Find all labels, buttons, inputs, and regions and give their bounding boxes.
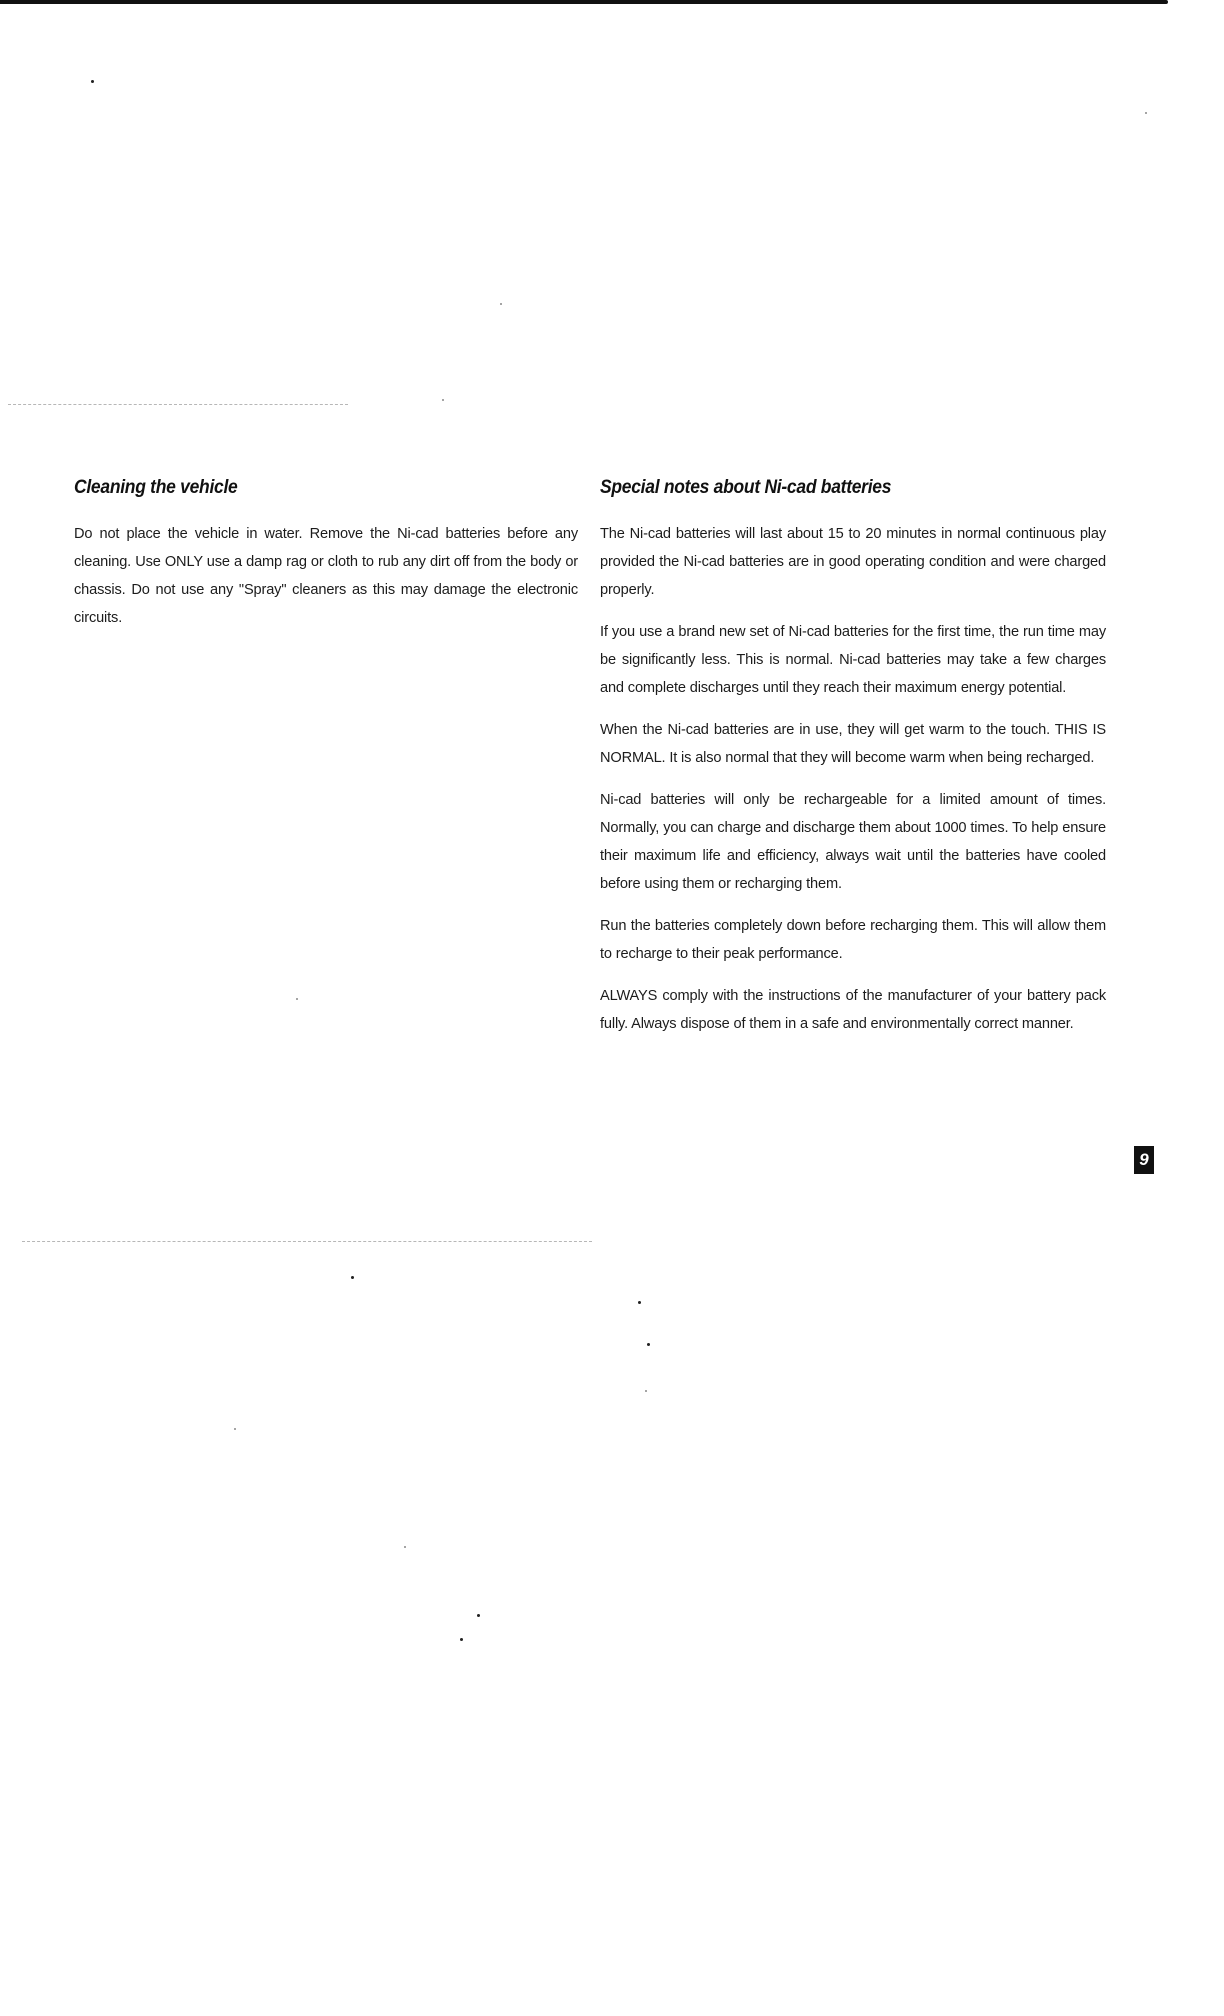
nicad-notes-section	[600, 476, 1106, 1052]
cleaning-heading: Cleaning the vehicle	[74, 477, 238, 498]
scan-artifact-line	[8, 404, 348, 405]
scan-speck	[404, 1546, 406, 1548]
scan-speck	[477, 1614, 480, 1617]
scan-speck	[296, 998, 298, 1000]
nicad-heading: Special notes about Ni-cad batteries	[600, 477, 892, 498]
nicad-paragraph-new-set: If you use a brand new set of Ni-cad batteries for the first time, the run time may be significantly less. This is normal. Ni-cad batteries may take a few charges and complete discharges until they reach their maximum energy potential.	[600, 624, 1106, 696]
scan-speck	[460, 1638, 463, 1641]
top-border-rule	[0, 0, 1168, 4]
scan-speck	[638, 1301, 641, 1304]
scan-speck	[91, 80, 94, 83]
nicad-paragraph-comply: ALWAYS comply with the instructions of the manufacturer of your battery pack fully. Always dispose of them in a safe and environmentally correct manner.	[600, 988, 1106, 1032]
scan-artifact-line	[22, 1241, 592, 1242]
scan-speck	[645, 1390, 647, 1392]
nicad-paragraph-run-down: Run the batteries completely down before recharging them. This will allow them to recharge to their peak performance.	[600, 918, 1106, 962]
scan-speck	[500, 303, 502, 305]
scan-speck	[647, 1343, 650, 1346]
cleaning-paragraph: Do not place the vehicle in water. Remove the Ni-cad batteries before any cleaning. Use ONLY use a damp rag or cloth to rub any dirt off from the body or chassis. Do not use any "Spray" cleaners as this may damage the electronic circuits.	[74, 526, 578, 626]
scan-speck	[351, 1276, 354, 1279]
page-number-badge: 9	[1134, 1146, 1154, 1174]
scan-speck	[442, 399, 444, 401]
cleaning-section	[74, 476, 578, 646]
scan-speck	[1145, 112, 1147, 114]
nicad-paragraph-warm: When the Ni-cad batteries are in use, they will get warm to the touch. THIS IS NORMAL. It is also normal that they will become warm when being recharged.	[600, 722, 1106, 766]
nicad-paragraph-recharge-limit: Ni-cad batteries will only be rechargeable for a limited amount of times. Normally, you can charge and discharge them about 1000 times. To help ensure their maximum life and efficiency, always wait until the batteries have cooled before using them or recharging them.	[600, 792, 1106, 892]
scan-speck	[234, 1428, 236, 1430]
nicad-paragraph-run-time: The Ni-cad batteries will last about 15 to 20 minutes in normal continuous play provided the Ni-cad batteries are in good operating condition and were charged properly.	[600, 526, 1106, 598]
